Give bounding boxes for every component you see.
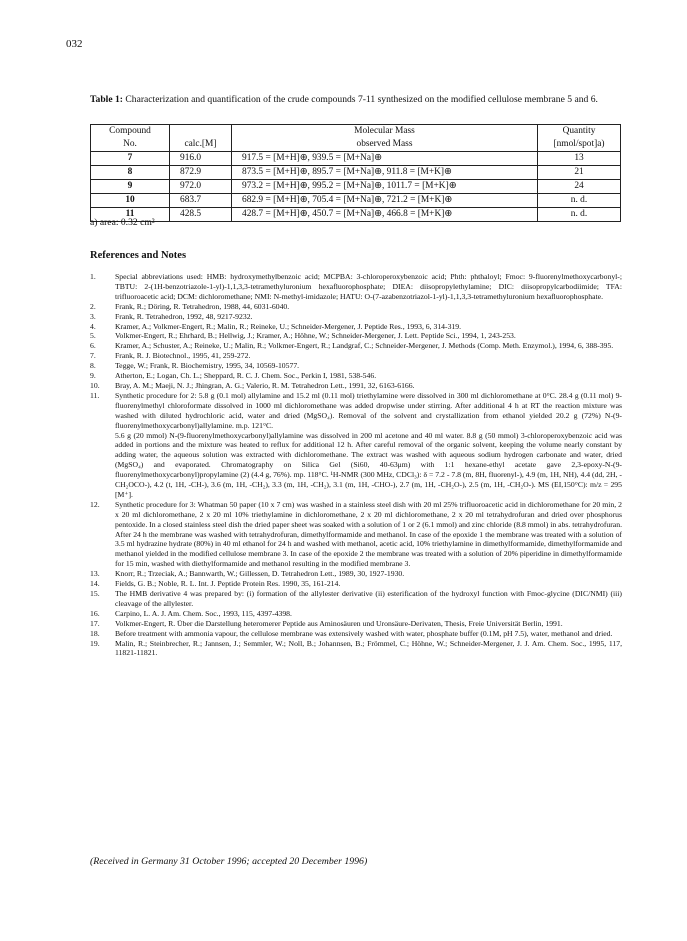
header-unit: [nmol/spot]a)	[538, 138, 621, 152]
table-header-row	[91, 125, 621, 139]
reference-item	[90, 331, 622, 341]
reference-text: Malin, R.; Steinbrecher, R.; Jannsen, J.; Semmler, W.; Noll, B.; Johannsen, B.; Frömmel, C.; Höhne, W.; Schneider-Mergener, J. J. Am. Chem. Soc., 1995, 117, 11821-11821.	[115, 638, 622, 658]
reference-item	[90, 639, 622, 659]
reference-text: 5.6 g (20 mmol) N-(9-fluorenylmethoxycarbonyl)allylamine was dissolved in 200 ml acetone and 40 ml water. 8.8 g (50 mmol) 3-chloroperoxybenzoic acid was added in portions and the mixture was heated to reflux for additional 12 h. After careful removal of the organic solvent, keeping the volume nearly constant by adding water, the aqueous solution was extracted with dichloromethane. The extract was washed with aqueous sodium hydrogen carbonate and water, dried (MgSO₄) and evaporated. Chromatography on Silica Gel (Si60, 40-63μm) with 1:1 hexane-ethyl acetate gave 2,3-epoxy-N-(9-fluorenylmethoxycarbonyl)propylamine (2) (4.4 g, 76%). mp. 118°C. ¹H-NMR (300 MHz, CDCl₃): δ = 7.2 - 7.8 (m, 8H, fluorenyl-), 4.9 (m, 1H, NH), 4.4 (dd, 2H, -CH₂OCO-), 4.2 (t, 1H, -CH-), 3.6 (m, 1H, -CH₂), 3.3 (m, 1H, -CH₂), 3.1 (m, 1H, -CHO-), 2.7 (m, 1H, -CH₂O-), 2.5 (m, 1H, -CH₂O-). MS (EI,150°C): m/z = 295 [M⁺].	[115, 430, 622, 499]
cell-observed-mass: 973.2 = [M+H]⊕, 995.2 = [M+Na]⊕, 1011.7 = [M+K]⊕	[232, 180, 538, 194]
table-caption-label: Table 1:	[90, 94, 123, 105]
cell-quantity: n. d.	[538, 194, 621, 208]
reference-text: Kramer, A.; Schuster, A.; Reineke, U.; Malin, R.; Volkmer-Engert, R.; Landgraf, C.; Schneider-Mergener, J. Methods (Comp. Meth. Enzymol.), 1994, 6, 388-395.	[115, 341, 614, 351]
table-row	[91, 208, 621, 222]
cell-compound-no: 11	[91, 208, 170, 222]
cell-compound-no: 7	[91, 152, 170, 166]
cell-compound-no: 10	[91, 194, 170, 208]
reference-number: 1.	[90, 272, 96, 281]
cell-calc-mass: 872.9	[170, 166, 232, 180]
table-row	[91, 166, 621, 180]
reference-item	[90, 569, 622, 579]
reference-number: 5.	[90, 331, 96, 341]
reference-text: Before treatment with ammonia vapour, the cellulose membrane was extensively washed with water, phosphate buffer (0.1M, pH 7.5), water, methanol and dried.	[115, 628, 613, 638]
cell-observed-mass: 682.9 = [M+H]⊕, 705.4 = [M+Na]⊕, 721.2 = [M+K]⊕	[232, 194, 538, 208]
cell-calc-mass: 683.7	[170, 194, 232, 208]
header-quantity: Quantity	[538, 125, 621, 139]
reference-text: Kramer, A.; Volkmer-Engert, R.; Malin, R.; Reineke, U.; Schneider-Mergener, J. Peptide Res., 1993, 6, 314-319.	[115, 321, 462, 331]
cell-quantity: 24	[538, 180, 621, 194]
reference-text: Synthetic procedure for 2: 5.8 g (0.1 mol) allylamine and 15.2 ml (0.11 mol) triethylamine were dissolved in 300 ml dichloromethane at 0°C. 28.4 g (0.11 mol) 9-fluorenylmethyl chloroformate dissolved in 1000 ml dichloromethane was added dropwise under stirring. After additional 4 h at RT the reaction mixture was washed with diluted hydrochloric acid, water and dried (MgSO₄). Removal of the solvent and crystallization from ethanol yielded 20.2 g (72%) N-(9-fluorenylmethoxycarbonyl)allylamine. m.p. 121°C.	[115, 390, 622, 430]
compound-table	[90, 124, 621, 222]
reference-item	[90, 322, 622, 332]
header-no: No.	[91, 138, 170, 152]
reference-item	[90, 272, 622, 302]
reference-text: The HMB derivative 4 was prepared by: (i) formation of the allylester derivative (ii) esterification of the hydroxyl function with Fmoc-glycine (DIC/NMI) (iii) cleavage of the allylester.	[115, 589, 622, 608]
reference-text: Special abbreviations used: HMB: hydroxymethylbenzoic acid; MCPBA: 3-chloroperoxybenzoic acid; Phth: phthaloyl; Fmoc: 9-fluorenylmethoxycarbonyl-; TBTU: 2-(1H-benzotriazole-1-yl)-1,1,3,3-tetramethyluronium hexafluorophosphate; DIEA: diisopropylethylamine; DIC: diisopropylcarbodiimide; TFA: trifluoroacetic acid; DCM: dichloromethane; NMI: N-methyl-imidazole; HATU: O-(7-azabenzotriazol-1-yl)-1,1,3,3-tetramethyluronium hexafluorophosphate.	[115, 272, 622, 301]
table-footnote: a) area: 0.32 cm²	[90, 217, 155, 228]
cell-quantity: n. d.	[538, 208, 621, 222]
reference-text: Synthetic procedure for 3: Whatman 50 paper (10 x 7 cm) was washed in a stainless steel dish with 20 ml 25% trifluoroacetic acid in dichloromethane for 20 min, 2 x 20 ml dichloromethane, 2 x 20 ml 10% triethylamine in dichloromethane, 2 x 20 ml dichloromethane, 2 x 20 ml tetrahydrofuran and dried over phosphorus pentoxide. In a closed stainless steel dish the dried paper sheet was soaked with a solution of 1 or 2 (6.1 mmol) and zinc chloride (8.8 mmol) in abs. tetrahydrofuran. After 24 h the membrane was washed with tetrahydrofuran, dimethylformamide and methanol. In case of the epoxide 1 the membrane was treated with a solution of 3.5 ml hydrazine hydrate (80%) in 40 ml ethanol for 24 h and washed with methanol, acetic acid, 10% triethylamine in dimethylformamide, dimethylformamide and methanol yielded in the modified cellulose membrane 3. In case of the epoxide 2 the membrane was treated with a solution of 20% piperidine in dimethylformamide for 15 min, washed with diethylformamide and methanol resulting in the modified membrane 3.	[115, 499, 622, 569]
cell-compound-no: 9	[91, 180, 170, 194]
reference-item	[90, 629, 622, 639]
reference-number: 15.	[90, 589, 100, 598]
reference-number: 17.	[90, 618, 100, 628]
reference-text: Tegge, W.; Frank, R. Biochemistry, 1995, 34, 10569-10577.	[115, 361, 300, 371]
reference-number: 18.	[90, 628, 100, 638]
reference-text: Volkmer-Engert, R.; Ehrhard, B.; Hellwig, J.; Kramer, A.; Höhne, W.; Schneider-Mergener, J. Lett. Peptide Sci., 1994, 1, 243-253.	[115, 331, 516, 341]
cell-observed-mass: 917.5 = [M+H]⊕, 939.5 = [M+Na]⊕	[232, 152, 538, 166]
table-body	[91, 152, 621, 222]
page-number: 032	[66, 38, 83, 50]
reference-number: 14.	[90, 579, 100, 589]
header-observed: observed Mass	[232, 138, 538, 152]
reference-number: 19.	[90, 638, 100, 648]
table-subheader-row	[91, 138, 621, 152]
reference-item	[90, 341, 622, 351]
reference-number: 11.	[90, 390, 100, 400]
reference-number: 8.	[90, 361, 96, 371]
reference-number: 10.	[90, 380, 100, 390]
cell-compound-no: 8	[91, 166, 170, 180]
reference-item	[90, 619, 622, 629]
reference-number: 7.	[90, 351, 96, 361]
table-caption-text: Characterization and quantification of the crude compounds 7-11 synthesized on the modified cellulose membrane 5 and 6.	[125, 94, 598, 105]
reference-number: 12.	[90, 499, 100, 509]
reference-text: Volkmer-Engert, R. Über die Darstellung heteromerer Peptide aus Aminosäuren und Uronsäure-Derivaten, Thesis, Freie Universität Berlin, 1991.	[115, 618, 563, 628]
reference-number: 16.	[90, 608, 100, 618]
reference-item	[90, 351, 622, 361]
reference-item	[90, 609, 622, 619]
reference-text: Frank, R.; Döring, R. Tetrahedron, 1988, 44, 6031-6040.	[115, 301, 290, 311]
reference-item	[90, 589, 622, 609]
reference-item	[90, 302, 622, 312]
cell-calc-mass: 428.5	[170, 208, 232, 222]
reference-text: Fields, G. B.; Noble, R. L. Int. J. Peptide Protein Res. 1990, 35, 161-214.	[115, 579, 341, 589]
reference-text: Atherton, E.; Logan, Ch. L.; Sheppard, R. C. J. Chem. Soc., Perkin I, 1981, 538-546.	[115, 371, 377, 381]
reference-number: 6.	[90, 341, 96, 351]
reference-item	[90, 579, 622, 589]
received-note: (Received in Germany 31 October 1996; accepted 20 December 1996)	[90, 856, 368, 867]
header-mass: Molecular Mass	[232, 125, 538, 139]
reference-item	[90, 500, 622, 569]
reference-text: Frank, R. J. Biotechnol., 1995, 41, 259-272.	[115, 351, 251, 361]
reference-number: 9.	[90, 371, 96, 381]
reference-text: Knorr, R.; Trzeciak, A.; Bannwarth, W.; Gillessen, D. Tetrahedron Lett., 1989, 30, 1927-1930.	[115, 569, 405, 579]
reference-text: Bray, A. M.; Maeji, N. J.; Jhingran, A. G.; Valerio, R. M. Tetrahedron Lett., 1991, 32, 6163-6166.	[115, 380, 415, 390]
table-row	[91, 180, 621, 194]
reference-number: 4.	[90, 321, 96, 331]
cell-calc-mass: 972.0	[170, 180, 232, 194]
table-row	[91, 194, 621, 208]
references-title: References and Notes	[90, 250, 187, 261]
cell-observed-mass: 428.7 = [M+H]⊕, 450.7 = [M+Na]⊕, 466.8 = [M+K]⊕	[232, 208, 538, 222]
header-compound: Compound	[91, 125, 170, 139]
reference-text: Carpino, L. A. J. Am. Chem. Soc., 1993, 115, 4397-4398.	[115, 608, 292, 618]
cell-calc-mass: 916.0	[170, 152, 232, 166]
reference-item	[90, 381, 622, 391]
table-row	[91, 152, 621, 166]
references-list	[90, 272, 622, 658]
cell-observed-mass: 873.5 = [M+H]⊕, 895.7 = [M+Na]⊕, 911.8 = [M+K]⊕	[232, 166, 538, 180]
cell-quantity: 21	[538, 166, 621, 180]
reference-number: 3.	[90, 311, 96, 321]
reference-item	[90, 371, 622, 381]
reference-text: Frank, R. Tetrahedron, 1992, 48, 9217-9232.	[115, 311, 253, 321]
reference-number: 13.	[90, 569, 100, 579]
cell-quantity: 13	[538, 152, 621, 166]
reference-number: 2.	[90, 301, 96, 311]
header-calc: calc.[M]	[170, 138, 232, 152]
reference-item	[90, 391, 622, 500]
reference-item	[90, 312, 622, 322]
header-calc-blank	[170, 125, 232, 139]
reference-item	[90, 361, 622, 371]
table-caption	[90, 94, 618, 106]
